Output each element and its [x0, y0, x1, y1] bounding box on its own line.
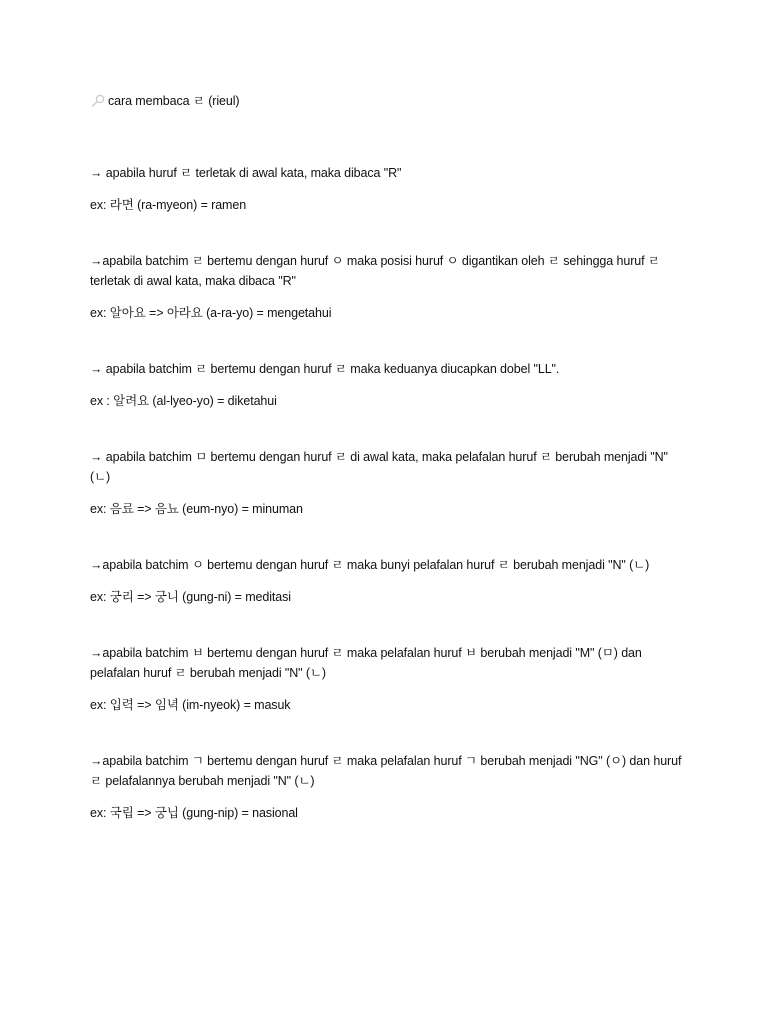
document-page	[90, 91, 690, 859]
rule-text: →apabila batchim ㄹ bertemu dengan huruf ㅇ maka posisi huruf ㅇ digantikan oleh ㄹ sehingga huruf ㄹ terletak di awal kata, maka dibaca "R"	[90, 254, 660, 288]
example-text: ex : 알려요 (al-lyeo-yo) = diketahui	[90, 394, 277, 408]
rule-section	[90, 163, 690, 215]
rule-text: → apabila batchim ㄹ bertemu dengan huruf ㄹ maka keduanya diucapkan dobel "LL".	[90, 362, 560, 376]
rule-text: →apabila batchim ㅇ bertemu dengan huruf ㄹ maka bunyi pelafalan huruf ㄹ berubah menjadi "N" (ㄴ)	[90, 558, 650, 572]
title-text: cara membaca ㄹ (rieul)	[108, 94, 240, 108]
example-text: ex: 궁리 => 궁니 (gung-ni) = meditasi	[90, 590, 291, 604]
rule-text: → apabila batchim ㅁ bertemu dengan huruf ㄹ di awal kata, maka pelafalan huruf ㄹ berubah menjadi "N" (ㄴ)	[90, 450, 668, 484]
rule-section	[90, 447, 690, 519]
document-title	[90, 91, 690, 111]
rule-section	[90, 359, 690, 411]
example-text: ex: 국립 => 궁닙 (gung-nip) = nasional	[90, 806, 298, 820]
search-icon	[90, 94, 106, 108]
rule-text: →apabila batchim ㅂ bertemu dengan huruf ㄹ maka pelafalan huruf ㅂ berubah menjadi "M" (ㅁ) dan pelafalan huruf ㄹ berubah menjadi "N" (ㄴ)	[90, 646, 642, 680]
rule-text: →apabila batchim ㄱ bertemu dengan huruf ㄹ maka pelafalan huruf ㄱ berubah menjadi "NG" (ㅇ) dan huruf ㄹ pelafalannya berubah menjadi "N" (ㄴ)	[90, 754, 682, 788]
example-text: ex: 음료 => 음뇨 (eum-nyo) = minuman	[90, 502, 303, 516]
rule-text: → apabila huruf ㄹ terletak di awal kata, maka dibaca "R"	[90, 166, 402, 180]
example-text: ex: 입력 => 임녁 (im-nyeok) = masuk	[90, 698, 291, 712]
example-text: ex: 라면 (ra-myeon) = ramen	[90, 198, 247, 212]
rule-section	[90, 251, 690, 323]
rule-section	[90, 751, 690, 823]
example-text: ex: 알아요 => 아라요 (a-ra-yo) = mengetahui	[90, 306, 332, 320]
rule-section	[90, 643, 690, 715]
rule-section	[90, 555, 690, 607]
